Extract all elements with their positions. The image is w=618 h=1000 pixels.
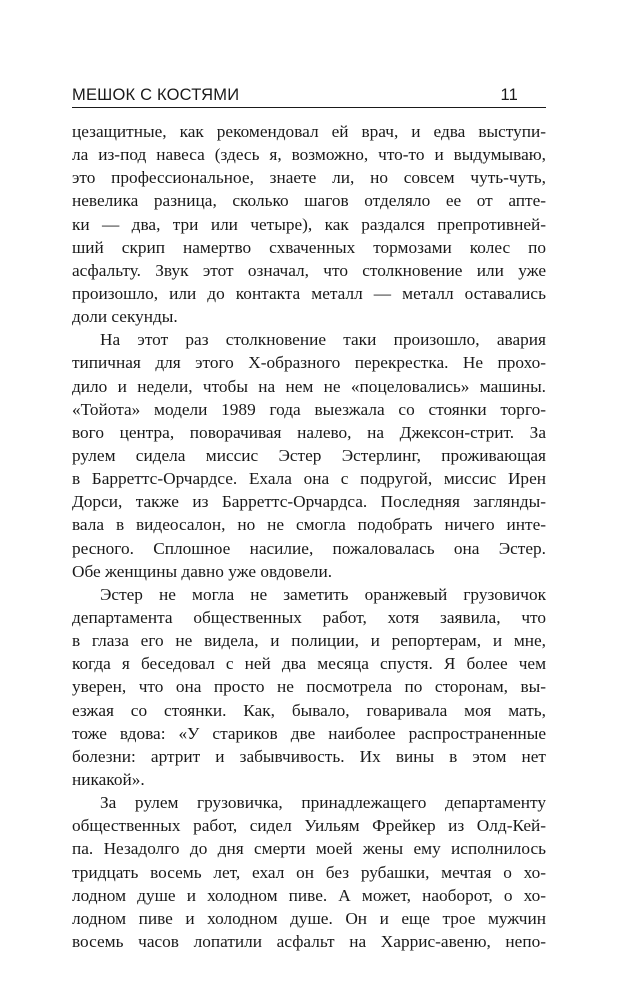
text-line: Обе женщины давно уже овдовели. bbox=[72, 561, 333, 581]
text-line: «Тойота» модели 1989 года выезжала со стоянки торго- bbox=[72, 399, 546, 419]
text-line: восемь часов лопатили асфальт на Харрис-авеню, непо- bbox=[72, 931, 546, 951]
text-line: невелика разница, сколько шагов отделяло ее от апте- bbox=[72, 191, 546, 211]
body-text bbox=[72, 120, 546, 953]
book-title: МЕШОК С КОСТЯМИ bbox=[72, 86, 240, 104]
text-line: в глаза его не видела, и полиции, и репортерам, и мне, bbox=[72, 631, 546, 651]
text-line: лодном пиве и холодном душе. Он и еще трое мужчин bbox=[72, 908, 546, 928]
text-line: никакой». bbox=[72, 769, 145, 789]
text-line: когда я беседовал с ней два месяца спустя. Я более чем bbox=[72, 654, 546, 674]
text-line: ресного. Сплошное насилие, пожаловалась она Эстер. bbox=[72, 538, 546, 558]
text-line: общественных работ, сидел Уильям Фрейкер из Олд-Кей- bbox=[72, 816, 546, 836]
text-line: лодном душе и холодном пиве. А может, наоборот, о хо- bbox=[72, 885, 546, 905]
text-line: На этот раз столкновение таки произошло, авария bbox=[100, 330, 546, 350]
text-line: рулем сидела миссис Эстер Эстерлинг, проживающая bbox=[72, 445, 546, 465]
text-line: За рулем грузовичка, принадлежащего департаменту bbox=[100, 793, 546, 813]
text-line: вала в видеосалон, но не смогла подобрать ничего инте- bbox=[72, 515, 546, 535]
text-line: типичная для этого Х-образного перекрестка. Не прохо- bbox=[72, 353, 546, 373]
running-header bbox=[72, 79, 546, 108]
text-line: тридцать восемь лет, ехал он без рубашки, мечтая о хо- bbox=[72, 862, 546, 882]
text-line: ки — два, три или четыре), как раздался препротивней- bbox=[72, 214, 546, 234]
text-line: асфальту. Звук этот означал, что столкновение или уже bbox=[72, 260, 546, 280]
text-line: езжая со стоянки. Как, бывало, говаривала моя мать, bbox=[72, 700, 546, 720]
text-line: ла из-под навеса (здесь я, возможно, что-то и выдумываю, bbox=[72, 145, 546, 165]
page-number: 11 bbox=[500, 86, 518, 104]
text-line: это профессиональное, знаете ли, но совсем чуть-чуть, bbox=[72, 168, 546, 188]
text-line: тоже вдова: «У стариков две наиболее распространенные bbox=[72, 723, 546, 743]
text-line: Эстер не могла не заметить оранжевый грузовичок bbox=[100, 584, 546, 604]
text-line: ший скрип намертво схваченных тормозами колес по bbox=[72, 237, 546, 257]
text-line: па. Незадолго до дня смерти моей жены ему исполнилось bbox=[72, 839, 546, 859]
text-line: в Барреттс-Орчардсе. Ехала она с подругой, миссис Ирен bbox=[72, 469, 546, 489]
text-line: болезни: артрит и забывчивость. Их вины в этом нет bbox=[72, 746, 546, 766]
text-line: цезащитные, как рекомендовал ей врач, и едва выступи- bbox=[72, 122, 546, 141]
text-line: вого центра, поворачивая налево, на Джексон-стрит. За bbox=[72, 422, 546, 442]
text-line: доли секунды. bbox=[72, 307, 178, 327]
book-page bbox=[72, 79, 546, 953]
text-line: произошло, или до контакта металл — металл оставались bbox=[72, 283, 546, 303]
text-line: уверен, что она просто не посмотрела по сторонам, вы- bbox=[72, 677, 546, 697]
text-line: дило и недели, чтобы на нем не «поцеловались» машины. bbox=[72, 376, 546, 396]
text-line: департамента общественных работ, хотя заявила, что bbox=[72, 607, 546, 627]
text-line: Дорси, также из Барреттс-Орчардса. Последняя заглянды- bbox=[72, 492, 546, 512]
